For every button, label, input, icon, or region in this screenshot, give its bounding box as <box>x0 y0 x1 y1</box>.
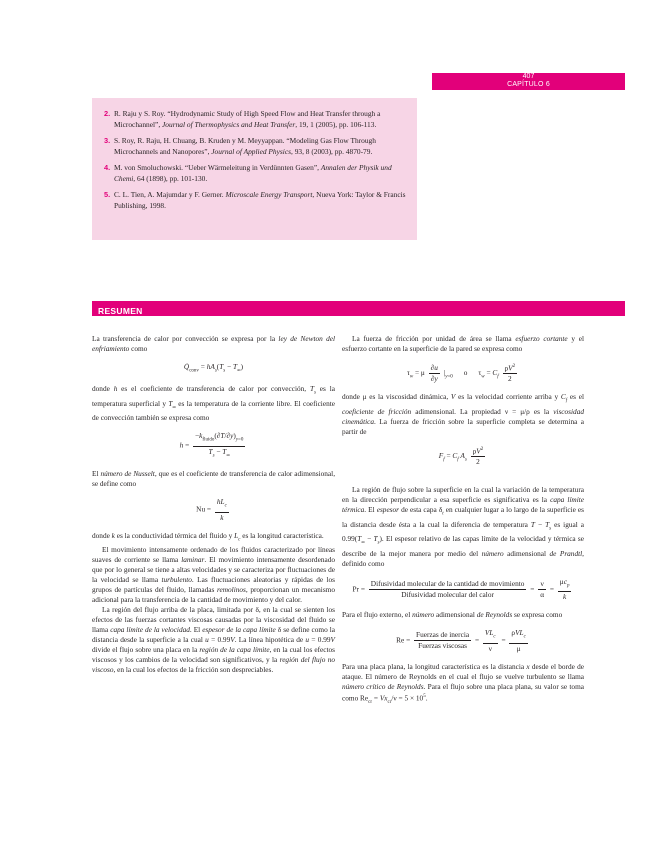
equation-nusselt <box>92 497 335 522</box>
reference-item <box>104 135 409 157</box>
left-column <box>92 334 335 675</box>
fraction <box>558 577 572 602</box>
fraction <box>509 628 527 653</box>
denominator: α <box>540 589 545 599</box>
fraction <box>503 362 518 384</box>
reference-text: C. L. Tien, A. Majumdar y F. Gerner. Microscale Energy Transport, Nueva York: Taylor & Francis Publishing, 1998. <box>114 190 406 210</box>
denominator: Fuerzas viscosas <box>418 641 467 651</box>
eq-equals: = <box>549 584 554 594</box>
references-list <box>92 98 417 211</box>
denominator: ∂y <box>430 373 438 383</box>
fraction <box>414 630 471 651</box>
reference-number: 3. <box>104 136 111 145</box>
equation-newton-cooling: $Q̇_{conv} = hA_s(T_s - T_\infty)$ <box>183 362 244 374</box>
eq-term: $|_{y=0}$ <box>443 367 453 380</box>
paragraph: donde h es el coeficiente de transferencia de calor por convección, $T_s$ es la temperatura superficial y $T_\infty$ es la temperatura de la corriente libre. El coeficiente de convección también se expresa como <box>92 384 335 423</box>
denominator: k <box>220 512 224 522</box>
paragraph: La región del flujo arriba de la placa, limitada por δ, en la cual se sienten los efectos de las fuerzas cortantes viscosas causadas por la viscosidad del fluido se llama capa límite de la velocidad. El espesor de la capa límite δ se define como la distancia desde la superficie a la cual u = 0.99V. La línea hipotética de u = 0.99V divide el flujo sobre una placa en la región de la capa límite, en la cual los efectos viscosos y los cambios de la velocidad son significativos, y la región del flujo no viscoso, en la cual los efectos de la fricción son despreciables. <box>92 605 336 675</box>
numerator: ∂u <box>430 362 438 372</box>
fraction <box>429 363 440 384</box>
eq-lhs: h = <box>179 440 190 450</box>
reference-number: 4. <box>104 163 111 172</box>
fraction <box>215 497 229 522</box>
equation-friction-force <box>342 445 584 467</box>
fraction <box>483 628 498 653</box>
equation-prandtl <box>342 577 584 602</box>
section-title: RESUMEN <box>98 306 143 316</box>
equation-convection-coefficient <box>92 431 335 461</box>
numerator: $hL_c$ <box>215 497 229 512</box>
paragraph: donde μ es la viscosidad dinámica, V es la velocidad corriente arriba y $C_f$ es el coeficiente de fricción adimensional. La propiedad ν = μ/ρ es la viscosidad cinemática. La fuerza de fricción sobre la superficie completa se determina a partir de <box>342 392 584 436</box>
paragraph: El movimiento intensamente ordenado de los fluidos caracterizado por líneas suaves de corriente se llama laminar. El movimiento intensamente desordenado que por lo general se tiene a altas velocidades y se caracteriza por fluctuaciones de la velocidad se llama turbulento. Las fluctuaciones aleatorias y rápidas de los grupos de partículas del fluido, llamadas remolinos, proporcionan un mecanismo adicional para la transferencia de la cantidad de movimiento y del calor. <box>92 545 335 605</box>
reference-number: 2. <box>104 109 111 118</box>
paragraph: La fuerza de fricción por unidad de área se llama esfuerzo cortante y el esfuerzo cortante en la superficie de la pared se expresa como <box>342 334 584 353</box>
eq-term: $\tau_w = C_f$ <box>478 367 499 380</box>
paragraph: Para el flujo externo, el número adimensional de Reynolds se expresa como <box>342 610 563 620</box>
reference-text: R. Raju y S. Roy. “Hydrodynamic Study of High Speed Flow and Heat Transfer through a Microchannel”, Journal of Thermophysics and Heat Transfer, 19, 1 (2005), pp. 106-113. <box>114 109 381 129</box>
numerator: ν <box>538 579 546 590</box>
numerator: $\rho V^2$ <box>504 363 516 373</box>
chapter-label: CAPÍTULO 6 <box>507 81 550 88</box>
denominator: μ <box>516 643 521 653</box>
paragraph: La región de flujo sobre la superficie en la cual la variación de la temperatura en la dirección perpendicular a esa superficie es significativa es la capa límite térmica. El espesor de esta capa $\delta_t$ en cualquier lugar a lo largo de la superficie es la distancia desde ésta a la cual la diferencia de temperatura $T - T_s$ es igual a $0.99(T_\infty - T_s)$. El espesor relativo de las capas límite de la velocidad y térmica se describe de la mejor manera por medio del número adimensional de Prandtl, definido como <box>342 485 585 568</box>
reference-item <box>104 162 409 184</box>
references-box <box>92 98 417 240</box>
numerator: $\rho V^2$ <box>472 446 484 456</box>
denominator: k <box>563 592 567 602</box>
numerator: $\mu c_p$ <box>558 577 572 592</box>
eq-equals: = <box>474 635 480 645</box>
eq-lhs: $F_f = C_f$ $A_s$ <box>438 450 467 463</box>
eq-lhs: Nu = <box>196 504 212 514</box>
equation-shear-stress <box>342 362 584 384</box>
paragraph: El número de Nusselt, que es el coeficiente de transferencia de calor adimensional, se define como <box>92 469 336 489</box>
eq-lhs: Pr = <box>352 584 365 594</box>
reference-text: S. Roy, R. Raju, H. Chuang, B. Kruden y M. Meyyappan. “Modeling Gas Flow Through Microchannels and Nanopores”, Journal of Applied Physics, 93, 8 (2003), pp. 4870-79. <box>114 136 376 156</box>
reference-item <box>104 108 409 130</box>
paragraph: donde k es la conductividad térmica del fluido y $L_c$ es la longitud característica. <box>92 530 324 543</box>
eq-equals: = <box>530 584 535 594</box>
right-column <box>342 334 584 707</box>
fraction <box>471 445 486 467</box>
numerator: Difusividad molecular de la cantidad de movimiento <box>370 578 525 588</box>
eq-lhs: Re = <box>396 635 411 645</box>
section-header-bar <box>92 301 625 316</box>
page-header-bar <box>432 73 625 90</box>
eq-term: $\tau_w = \mu$ <box>406 367 425 380</box>
reference-text: M. von Smoluchowski. “Ueber Wärmeleitung in Verdünnten Gasen”, Annalen der Physik und Chemi, 64 (1898), pp. 101-130. <box>114 163 392 183</box>
eq-or: o <box>463 367 468 377</box>
fraction <box>538 579 546 600</box>
equation-reynolds <box>342 628 584 653</box>
denominator: 2 <box>507 374 512 384</box>
denominator: 2 <box>476 457 480 467</box>
page-number: 407 <box>522 73 535 80</box>
denominator: $T_s - T_\infty$ <box>208 446 230 459</box>
paragraph: La transferencia de calor por convección se expresa por la ley de Newton del enfriamiento como <box>92 334 336 353</box>
paragraph: Para una placa plana, la longitud característica es la distancia x desde el borde de ataque. El número de Reynolds en el cual el flujo se vuelve turbulento se llama número crítico de Reynolds. Para el flujo sobre una placa plana, su valor se toma como $Re_{cr} = Vx_{cr}/\nu = 5 \times 10^5$. <box>342 661 584 705</box>
numerator: Fuerzas de inercia <box>416 630 470 640</box>
fraction <box>193 431 245 461</box>
numerator: $-k_{fluido}(\partial T/\partial y)_{y=0}$ <box>193 431 245 446</box>
reference-item <box>104 189 409 211</box>
fraction <box>369 579 527 600</box>
denominator: ν <box>488 643 492 653</box>
numerator: ρVL$_c$ <box>509 628 527 643</box>
eq-equals: = <box>501 635 506 645</box>
reference-number: 5. <box>104 190 111 199</box>
denominator: Difusividad molecular del calor <box>401 589 494 599</box>
numerator: $VL_c$ <box>483 628 498 643</box>
